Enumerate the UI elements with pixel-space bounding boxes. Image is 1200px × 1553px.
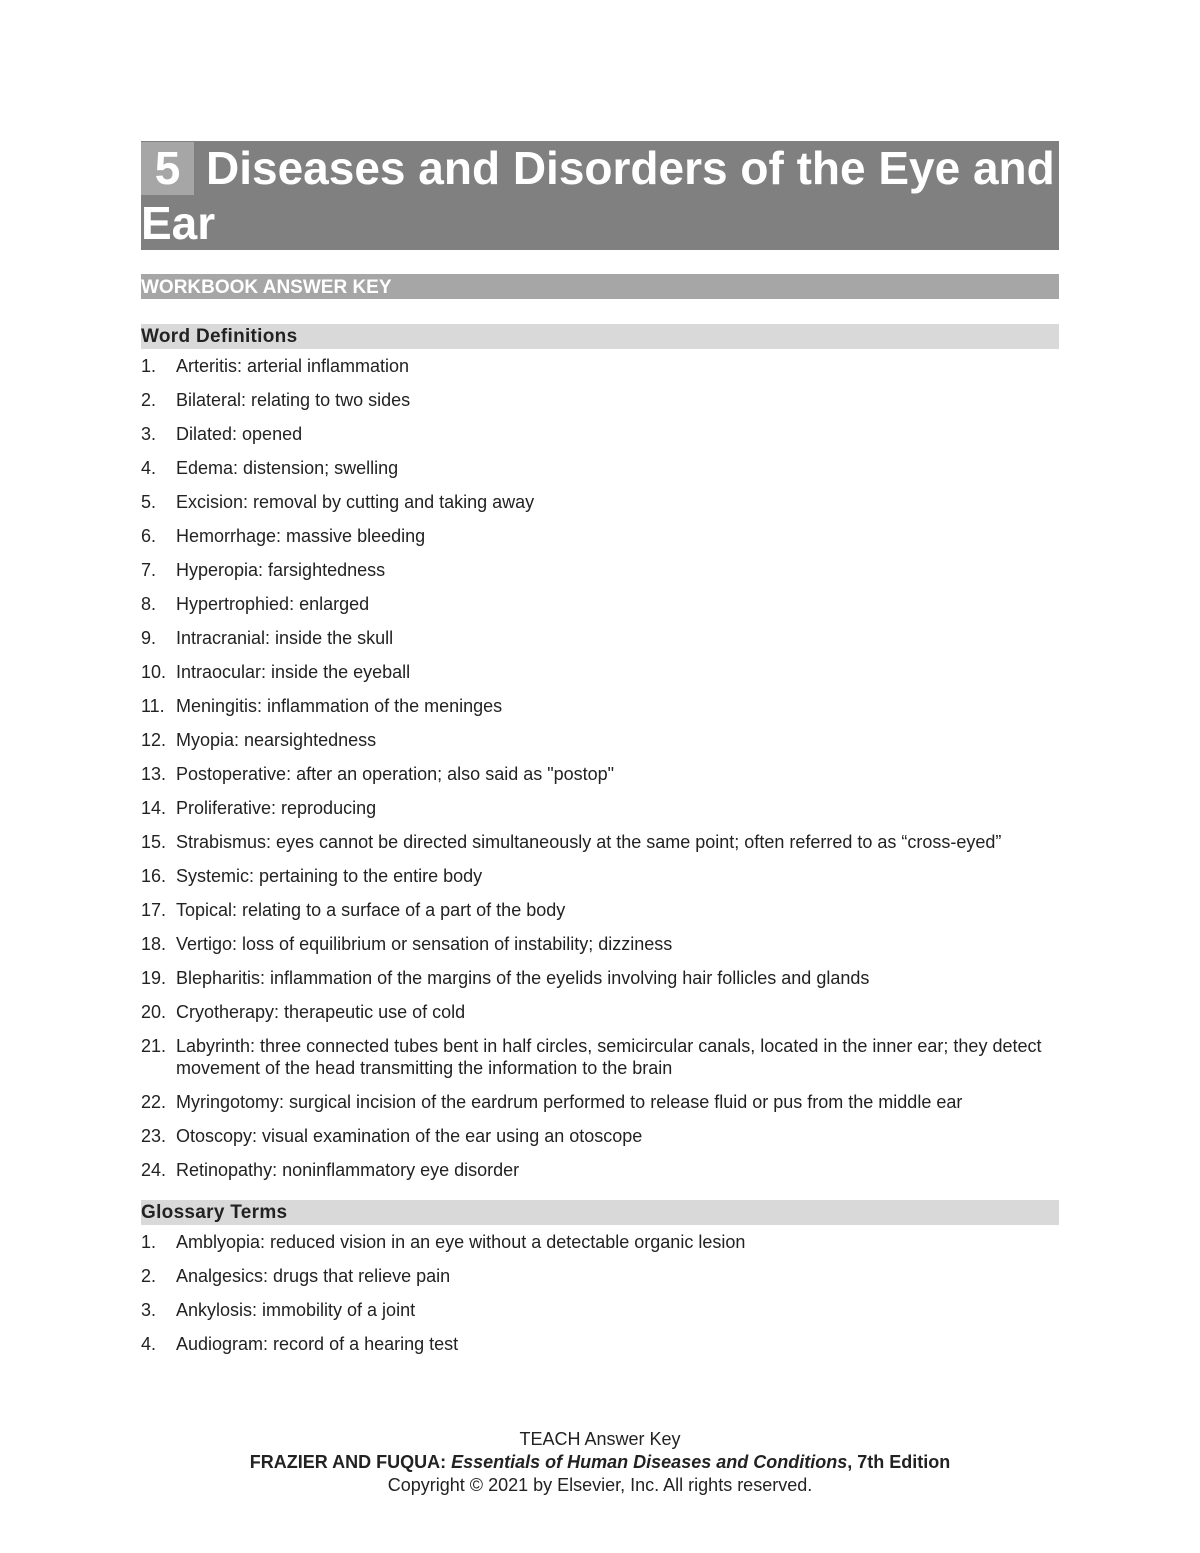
list-item	[141, 1001, 1059, 1023]
list-item-text: Ankylosis: immobility of a joint	[176, 1300, 416, 1320]
list-item-text: Blepharitis: inflammation of the margins of the eyelids involving hair follicles and glands	[176, 968, 870, 988]
list-item	[141, 1091, 1059, 1113]
list-item	[141, 899, 1059, 921]
word-definitions-list	[141, 355, 1059, 1181]
list-item-number: 24.	[141, 1160, 167, 1180]
list-item-number: 19.	[141, 968, 167, 988]
list-item-number: 16.	[141, 866, 167, 886]
list-item-number: 10.	[141, 662, 167, 682]
list-item-text: Meningitis: inflammation of the meninges	[176, 696, 503, 716]
list-item-text: Systemic: pertaining to the entire body	[176, 866, 483, 886]
list-item	[141, 593, 1059, 615]
list-item	[141, 1333, 1059, 1355]
list-item-number: 3.	[141, 1300, 157, 1320]
list-item-text: Excision: removal by cutting and taking away	[176, 492, 535, 512]
list-item-number: 2.	[141, 390, 157, 410]
list-item-number: 6.	[141, 526, 157, 546]
list-item-number: 20.	[141, 1002, 167, 1022]
list-item-text: Labyrinth: three connected tubes bent in half circles, semicircular canals, located in the inner ear; they detect movement of the head transmitting the information to the brain	[176, 1036, 1042, 1078]
list-item	[141, 627, 1059, 649]
list-item-number: 1.	[141, 356, 157, 376]
list-item	[141, 1035, 1059, 1079]
list-item-text: Retinopathy: noninflammatory eye disorder	[176, 1160, 520, 1180]
footer-book-title: Essentials of Human Diseases and Conditions	[451, 1452, 848, 1472]
list-item-number: 5.	[141, 492, 157, 512]
chapter-title-bar	[141, 141, 1059, 250]
glossary-terms-list	[141, 1231, 1059, 1355]
list-item	[141, 661, 1059, 683]
glossary-terms-heading: Glossary Terms	[141, 1200, 1059, 1225]
list-item	[141, 355, 1059, 377]
workbook-answer-key-heading: WORKBOOK ANSWER KEY	[141, 274, 1059, 299]
list-item	[141, 1125, 1059, 1147]
list-item-text: Hemorrhage: massive bleeding	[176, 526, 426, 546]
list-item-text: Audiogram: record of a hearing test	[176, 1334, 459, 1354]
list-item-text: Vertigo: loss of equilibrium or sensation of instability; dizziness	[176, 934, 673, 954]
list-item-number: 3.	[141, 424, 157, 444]
list-item-number: 2.	[141, 1266, 157, 1286]
list-item-number: 22.	[141, 1092, 167, 1112]
list-item-number: 8.	[141, 594, 157, 614]
list-item-text: Bilateral: relating to two sides	[176, 390, 411, 410]
list-item-text: Postoperative: after an operation; also said as "postop"	[176, 764, 615, 784]
list-item-text: Myringotomy: surgical incision of the eardrum performed to release fluid or pus from the middle ear	[176, 1092, 963, 1112]
list-item-text: Intraocular: inside the eyeball	[176, 662, 411, 682]
list-item-text: Topical: relating to a surface of a part of the body	[176, 900, 566, 920]
list-item-text: Hypertrophied: enlarged	[176, 594, 370, 614]
list-item	[141, 1231, 1059, 1253]
list-item-number: 12.	[141, 730, 167, 750]
list-item-text: Analgesics: drugs that relieve pain	[176, 1266, 451, 1286]
page-content	[141, 141, 1059, 1355]
footer-edition: , 7th Edition	[847, 1452, 951, 1472]
list-item	[141, 729, 1059, 751]
list-item-number: 9.	[141, 628, 157, 648]
list-item-text: Dilated: opened	[176, 424, 303, 444]
page-footer	[0, 1428, 1200, 1497]
list-item-number: 18.	[141, 934, 167, 954]
chapter-title: Diseases and Disorders of the Eye and Ear	[141, 142, 1055, 249]
list-item-text: Amblyopia: reduced vision in an eye without a detectable organic lesion	[176, 1232, 746, 1252]
list-item	[141, 491, 1059, 513]
list-item-text: Edema: distension; swelling	[176, 458, 399, 478]
list-item-number: 4.	[141, 1334, 157, 1354]
list-item-number: 13.	[141, 764, 167, 784]
list-item-text: Strabismus: eyes cannot be directed simultaneously at the same point; often referred to as “cross-eyed”	[176, 832, 1002, 852]
list-item-text: Proliferative: reproducing	[176, 798, 377, 818]
list-item	[141, 1265, 1059, 1287]
chapter-number: 5	[141, 142, 194, 195]
word-definitions-heading: Word Definitions	[141, 324, 1059, 349]
list-item-number: 11.	[141, 696, 165, 716]
list-item	[141, 1159, 1059, 1181]
footer-authors: FRAZIER AND FUQUA:	[249, 1452, 452, 1472]
list-item-number: 17.	[141, 900, 167, 920]
list-item-number: 4.	[141, 458, 157, 478]
list-item	[141, 797, 1059, 819]
list-item	[141, 695, 1059, 717]
list-item-text: Cryotherapy: therapeutic use of cold	[176, 1002, 466, 1022]
list-item-number: 23.	[141, 1126, 167, 1146]
list-item-number: 7.	[141, 560, 157, 580]
list-item	[141, 559, 1059, 581]
list-item-number: 15.	[141, 832, 167, 852]
list-item-text: Hyperopia: farsightedness	[176, 560, 386, 580]
list-item	[141, 525, 1059, 547]
list-item-number: 1.	[141, 1232, 157, 1252]
list-item	[141, 423, 1059, 445]
list-item-text: Arteritis: arterial inflammation	[176, 356, 410, 376]
list-item	[141, 865, 1059, 887]
list-item	[141, 933, 1059, 955]
list-item-number: 14.	[141, 798, 167, 818]
list-item	[141, 457, 1059, 479]
list-item	[141, 389, 1059, 411]
list-item	[141, 763, 1059, 785]
footer-book-line	[0, 1451, 1200, 1474]
list-item	[141, 1299, 1059, 1321]
footer-teach-label: TEACH Answer Key	[519, 1429, 681, 1449]
list-item-number: 21.	[141, 1036, 167, 1056]
list-item-text: Myopia: nearsightedness	[176, 730, 377, 750]
list-item-text: Otoscopy: visual examination of the ear using an otoscope	[176, 1126, 643, 1146]
list-item-text: Intracranial: inside the skull	[176, 628, 394, 648]
footer-copyright: Copyright © 2021 by Elsevier, Inc. All rights reserved.	[387, 1475, 813, 1495]
list-item	[141, 831, 1059, 853]
list-item	[141, 967, 1059, 989]
